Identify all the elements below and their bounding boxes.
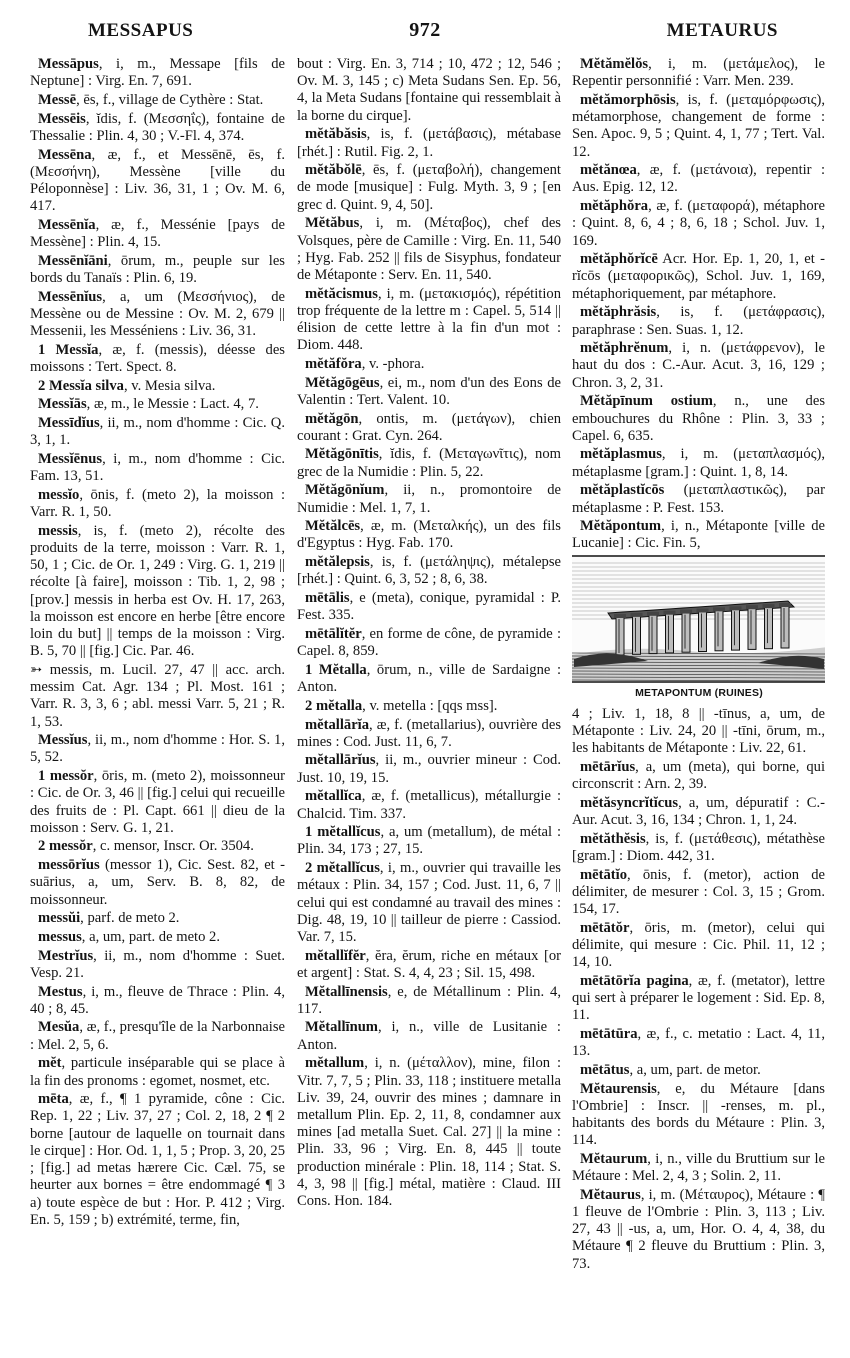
entry-definition: bout : Virg. En. 3, 714 ; 10, 472 ; 12, 546 ; Ov. M. 3, 145 ; c) Meta Sudans Sen. Ep. 56, 4, la Meta Sudans [fontaine qui ressemblait à la borne du cirque]. — [297, 56, 561, 124]
entry-definition: , æ, m. (Μεταλκής), un des fils d'Egyptus : Hyg. Fab. 170. — [297, 518, 561, 552]
column-left — [30, 56, 285, 1352]
entry-headword: Messē — [38, 91, 77, 108]
entry-definition: , æ, f. (μετάνοια), repentir : Aus. Epig. 12, 12. — [572, 162, 825, 196]
entry-headword: Messĭus — [38, 732, 88, 749]
dictionary-entry — [572, 973, 825, 1025]
entry-headword: mĕtăphŏra — [580, 198, 649, 215]
dictionary-entry — [30, 487, 285, 521]
entry-definition: , ii, m., nom d'homme : Cic. Q. 3, 1, 1. — [30, 415, 285, 449]
dictionary-entry — [297, 698, 561, 715]
entry-definition: (messor 1), Cic. Sest. 82, et -suārius, a, um, Serv. B. 8, 82, de moissonneur. — [30, 857, 285, 908]
entry-headword: mĕtallĭca — [305, 788, 362, 805]
dictionary-entry — [297, 1055, 561, 1210]
entry-definition: , ōris, m. (meto 2), moissonneur : Cic. de Or. 3, 46 || [fig.] celui qui recueille des fruits de : Pl. Capt. 661 || dieu de la moisson : Serv. G. 1, 21. — [30, 768, 285, 836]
entry-headword: Messēis — [38, 110, 86, 127]
dictionary-entry — [30, 948, 285, 982]
dictionary-entry — [572, 867, 825, 919]
entry-definition: , æ, f. (messis), déesse des moissons : Tert. Spect. 8. — [30, 341, 285, 375]
entry-headword: 2 messŏr — [38, 838, 93, 855]
entry-definition: , i, n., Métaponte [ville de Lucanie] : Cic. Fin. 5, — [572, 518, 825, 552]
entry-headword: mĕtallĭfĕr — [305, 947, 366, 964]
entry-definition: , ēs, f. (μεταβολή), changement de mode [musique] : Fulg. Myth. 3, 9 ; [en grec d. Quint. 9, 4, 50]. — [297, 162, 561, 213]
entry-definition: , v. Mesia silva. — [123, 377, 216, 394]
dictionary-entry — [30, 342, 285, 376]
dictionary-entry — [30, 910, 285, 927]
entry-headword: Mĕtaurum — [580, 1150, 648, 1167]
entry-definition: , a, um, part. de metor. — [629, 1061, 761, 1078]
dictionary-entry — [297, 554, 561, 588]
dictionary-entry — [297, 626, 561, 660]
dictionary-entry — [572, 393, 825, 445]
entry-headword: mĕtăthĕsis — [580, 830, 646, 847]
entry-definition: , æ, f., et Messēnē, ēs, f. (Μεσσήνη), Messène [ville du Péloponnèse] : Liv. 36, 31, 1 ; Ov. M. 6, 417. — [30, 146, 285, 215]
entry-headword: Messīdĭus — [38, 415, 100, 432]
dictionary-entry — [572, 1081, 825, 1150]
dictionary-entry — [572, 1187, 825, 1273]
dictionary-entry — [297, 286, 561, 355]
column-right — [572, 56, 825, 1352]
dictionary-entry — [30, 768, 285, 837]
entry-headword: mĕtăphŏrĭcē — [580, 251, 658, 268]
entry-definition: , ĭdis, f. (Μεσσηΐς), fontaine de Thessalie : Plin. 4, 30 ; V.-Fl. 4, 374. — [30, 110, 285, 144]
entry-definition: , i, n. (μέταλλον), mine, filon : Vitr. 7, 7, 5 ; Plin. 33, 118 ; instituere metalla Liv. 39, 24, ouvrir des mines ; damnare in metallum Plin. Ep. 2, 11, 8, condamner aux mines [ad metalla Suet. Cal. 27] || la mine : Plin. 33, 96 ; Virg. En. 8, 445 || toute production minérale : Plin. 18, 114 ; Stat. S. 4, 3, 98 || [fig.] métal, matière : Claud. III Cons. Hon. 184. — [297, 1055, 561, 1209]
dictionary-entry — [30, 1091, 285, 1229]
entry-definition: , i, m., Messape [fils de Neptune] : Virg. En. 7, 691. — [30, 56, 285, 90]
entry-definition: , ōrum, m., peuple sur les bords du Tanaïs : Plin. 6, 19. — [30, 252, 285, 286]
dictionary-entry — [572, 198, 825, 250]
dictionary-entry — [30, 56, 285, 90]
entry-headword: mĕtallārĭus — [305, 752, 376, 769]
dictionary-entry — [297, 662, 561, 696]
dictionary-entry — [30, 929, 285, 946]
dictionary-entry — [297, 56, 561, 125]
entry-definition: ➳ messis, m. Lucil. 27, 47 || acc. arch. messim Cat. Agr. 134 ; Pl. Most. 161 ; Varr. R. 3, 3, 6 ; abl. messi Varr. 5, 21 ; R. 1, 53. — [30, 661, 285, 730]
entry-definition: , ĕra, ĕrum, riche en métaux [or et argent] : Stat. S. 4, 4, 23 ; Sil. 15, 498. — [297, 947, 561, 981]
entry-headword: 1 Messĭa — [38, 341, 99, 358]
dictionary-entry — [572, 920, 825, 972]
entry-headword: Mĕtăpīnum ostium — [580, 393, 713, 410]
entry-definition: , ei, m., nom d'un des Eons de Valentin : Tert. Valent. 10. — [297, 374, 561, 408]
dictionary-entry — [297, 411, 561, 445]
entry-headword: Messĭās — [38, 396, 87, 413]
dictionary-entry — [297, 752, 561, 786]
entry-headword: messis — [38, 522, 78, 539]
entry-headword: 2 Messĭa silva — [38, 377, 124, 394]
dictionary-entry — [30, 662, 285, 731]
dictionary-entry — [297, 215, 561, 284]
entry-definition: , æ, f., c. metatio : Lact. 4, 11, 13. — [572, 1026, 825, 1060]
entry-definition: , a, um (metallum), de métal : Plin. 34, 173 ; 27, 15. — [297, 824, 561, 858]
entry-headword: Mĕtăgōnĭum — [305, 482, 385, 499]
dictionary-entry — [297, 356, 561, 373]
entry-headword: Mĕtămĕlŏs — [580, 56, 649, 72]
dictionary-entry — [30, 451, 285, 485]
entry-definition: , ēs, f., village de Cythère : Stat. — [76, 91, 264, 108]
dictionary-entry — [572, 1062, 825, 1079]
entry-headword: Mĕtăgōnītis — [305, 446, 379, 463]
entry-headword: Messēna — [38, 146, 92, 163]
dictionary-entry — [297, 824, 561, 858]
entry-headword: mētātōrĭa pagina — [580, 972, 689, 989]
entry-definition: , ontis, m. (μετάγων), chien courant : Grat. Cyn. 264. — [297, 410, 561, 444]
entry-definition: , is, f. (μετάβασις), métabase [rhét.] : Rutil. Fig. 2, 1. — [297, 126, 561, 160]
entry-headword: Mĕtăbus — [305, 215, 360, 232]
dictionary-entry — [30, 111, 285, 145]
entry-headword: mētārĭus — [580, 759, 636, 775]
entry-definition: , parf. de meto 2. — [80, 910, 180, 927]
entry-headword: mēta — [38, 1091, 69, 1108]
entry-headword: messōrĭus — [38, 857, 100, 874]
dictionary-entry — [572, 304, 825, 338]
entry-definition: , i, m., ouvrier qui travaille les métaux : Plin. 34, 157 ; Cod. Just. 11, 6, 7 || celui qui est condamné au travail des mines : Dig. 48, 19, 10 || tailleur de pierre : Cassiod. Var. 7, 15. — [297, 860, 561, 945]
entry-definition: , n., une des embouchures du Rhône : Plin. 3, 33 ; Capel. 6, 635. — [572, 393, 825, 444]
dictionary-entry — [30, 217, 285, 251]
entry-definition: , a, um (Μεσσήνιος), de Messène ou de Messine : Ov. M. 2, 679 || Messenii, les Messéniens : Liv. 36, 31. — [30, 288, 285, 340]
entry-definition: , is, f. (meto 2), récolte des produits de la terre, moisson : Varr. R. 1, 50, 1 ; Cic. de Or. 1, 249 : Virg. G. 1, 219 || récolte [à faire], moisson : Tib. 1, 2, 98 ; [prov.] messis in herba est Ov. H. 17, 263, la moisson est encore en herbe [être encore loin du but] || temps de la moisson : Virg. B. 5, 70 || [fig.] Cic. Par. 46. — [30, 522, 285, 660]
dictionary-entry — [30, 396, 285, 413]
entry-headword: mĕtăbăsis — [305, 126, 367, 143]
page-header — [30, 14, 820, 50]
metapontum-ruins-illustration — [572, 555, 825, 702]
entry-definition: , ōrum, n., ville de Sardaigne : Anton. — [297, 661, 561, 696]
dictionary-entry — [30, 289, 285, 341]
dictionary-entry — [572, 1026, 825, 1060]
entry-headword: mĕtăbŏlē — [305, 162, 362, 179]
entry-definition: , is, f. (μετάθεσις), métathèse [gram.] : Diom. 442, 31. — [572, 830, 825, 865]
temple-ruins-engraving — [572, 555, 825, 683]
column-middle — [297, 56, 561, 1352]
entry-headword: mĕtănœa — [580, 162, 637, 179]
entry-definition: , i, m., fleuve de Thrace : Plin. 4, 40 ; 8, 45. — [30, 983, 285, 1017]
entry-definition: , is, f. (μετάφρασις), paraphrase : Sen. Suas. 1, 12. — [572, 304, 825, 338]
dictionary-entry — [572, 518, 825, 552]
entry-headword: Mĕtăpontum — [580, 518, 662, 535]
dictionary-entry — [30, 984, 285, 1018]
dictionary-entry — [297, 518, 561, 552]
dictionary-entry — [30, 1055, 285, 1089]
entry-definition: , ĭdis, f. (Μεταγωνῖτις), nom grec de la Numidie : Plin. 5, 22. — [297, 446, 561, 480]
entry-headword: mētātūra — [580, 1026, 638, 1043]
entry-definition: , ii, m., nom d'homme : Hor. S. 1, 5, 52. — [30, 732, 285, 766]
entry-definition: , i, m. (Μέταυρος), Métaure : ¶ 1 fleuve de l'Ombrie : Plin. 3, 113 ; Liv. 27, 43 || -us, a, um, Hor. O. 4, 4, 38, du Métaure ¶ 2 fleuve du Bruttium : Plin. 3, 73. — [572, 1186, 825, 1272]
entry-definition: , æ, f. (metallarius), ouvrière des mines : Cod. Just. 11, 6, 7. — [297, 716, 561, 750]
entry-headword: mĕtăsyncrĭtĭcus — [580, 794, 679, 811]
dictionary-entry — [30, 857, 285, 909]
entry-definition: , æ, f., ¶ 1 pyramide, cône : Cic. Rep. 1, 22 ; Liv. 37, 27 ; Col. 2, 18, 2 ¶ 2 borne [autour de laquelle on tournait dans le cirque] : Hor. Od. 1, 1, 5 ; Prop. 3, 20, 25 ; [fig.] ad metas hærere Cic. Cæl. 75, se heurter aux bornes = être endommagé ¶ 3 a) toute espèce de but : Hor. P. 412 ; Virg. En. 5, 159 ; b) extrémité, terme, fin, — [30, 1091, 285, 1228]
entry-definition: , e (meta), conique, pyramidal : P. Fest. 335. — [297, 590, 561, 624]
dictionary-entry — [297, 375, 561, 409]
dictionary-entry — [297, 1019, 561, 1053]
dictionary-entry — [572, 446, 825, 480]
dictionary-entry — [30, 415, 285, 449]
dictionary-entry — [572, 92, 825, 161]
dictionary-entry — [30, 92, 285, 109]
dictionary-entry — [30, 147, 285, 216]
entry-definition: , v. -phora. — [361, 355, 425, 372]
entry-headword: Mesŭa — [38, 1019, 80, 1036]
entry-definition: , is, f. (μετάληψις), métalepse [rhét.] : Quint. 6, 3, 52 ; 8, 6, 38. — [297, 554, 561, 588]
dictionary-entry — [297, 446, 561, 480]
dictionary-entry — [572, 162, 825, 196]
dictionary-entry — [30, 253, 285, 287]
entry-definition: , e, du Métaure [dans l'Ombrie] : Inscr. || -renses, m. pl., habitants des bords du Métaure : Plin. 3, 114. — [572, 1080, 825, 1149]
entry-headword: mētātŏr — [580, 919, 630, 936]
entry-headword: mĕtăphrĕnum — [580, 340, 669, 357]
entry-definition: , æ, f. (metallicus), métallurgie : Chalcid. Tim. 337. — [297, 788, 561, 822]
entry-headword: mĕt — [38, 1055, 62, 1072]
entry-headword: mĕtăfŏra — [305, 355, 362, 372]
entry-headword: Mĕtallīnensis — [305, 983, 388, 1000]
entry-headword: 1 mĕtallĭcus — [305, 824, 381, 841]
dictionary-entry — [572, 251, 825, 303]
dictionary-entry — [572, 706, 825, 758]
entry-headword: mētālĭtĕr — [305, 626, 362, 642]
entry-definition: , v. metella : [qqs mss]. — [362, 697, 498, 714]
entry-headword: mĕtăplastĭcōs — [580, 482, 665, 499]
entry-definition: , i, m. (Μέταβος), chef des Volsques, père de Camille : Virg. En. 11, 540 ; Hyg. Fab. 252 || fils de Sisyphus, fondateur de Métaponte : Serv. En. 11, 540. — [297, 215, 561, 283]
entry-definition: , ii, m., nom d'homme : Suet. Vesp. 21. — [30, 947, 285, 981]
entry-definition: , i, m., nom d'homme : Cic. Fam. 13, 51. — [30, 450, 285, 485]
entry-headword: mĕtăcismus — [305, 285, 378, 302]
entry-definition: , a, um, part. de meto 2. — [81, 928, 220, 945]
entry-headword: messus — [38, 928, 82, 945]
entry-headword: Mestus — [38, 983, 83, 1000]
entry-definition: , en forme de cône, de pyramide : Capel. 8, 859. — [297, 626, 561, 660]
entry-headword: Mĕtallīnum — [305, 1019, 378, 1036]
entry-definition: , i, m. (μετακισμός), répétition trop fréquente de la lettre m : Capel. 5, 514 || élision de cette lettre à la fin d'un mot : Diom. 448. — [297, 285, 561, 354]
dictionary-entry — [572, 759, 825, 793]
dictionary-entry — [297, 948, 561, 982]
entry-headword: mĕtallārĭa — [305, 716, 370, 733]
entry-definition: , æ, f., Messénie [pays de Messène] : Plin. 4, 15. — [30, 216, 285, 251]
entry-definition: , æ, f. (metator), lettre qui sert à préparer le logement : Sid. Ep. 8, 11. — [572, 972, 825, 1024]
header-right-guideword: METAURUS — [666, 20, 778, 41]
entry-headword: mĕtălepsis — [305, 554, 370, 571]
dictionary-entry — [297, 717, 561, 751]
entry-definition: , æ, m., le Messie : Lact. 4, 7. — [86, 396, 259, 413]
dictionary-entry — [30, 1019, 285, 1053]
entry-definition: , æ, f., presqu'île de la Narbonnaise : Mel. 2, 5, 6. — [30, 1019, 285, 1053]
dictionary-entry — [572, 56, 825, 90]
entry-definition: , is, f. (μεταμόρφωσις), métamorphose, changement de forme : Sen. Apoc. 9, 5 ; Quint. 4, 1, 77 ; Tert. Val. 12. — [572, 91, 825, 160]
entry-definition: , i, n., ville de Lusitanie : Anton. — [297, 1019, 561, 1053]
dictionary-entry — [572, 831, 825, 865]
dictionary-entry — [572, 1151, 825, 1185]
header-left-guideword: MESSAPUS — [88, 20, 194, 41]
entry-headword: Messĭēnus — [38, 450, 103, 467]
dictionary-entry — [30, 523, 285, 661]
entry-headword: mĕtămorphōsis — [580, 91, 676, 108]
entry-headword: 2 mĕtalla — [305, 697, 363, 714]
entry-definition: , i, m. (μετάμελος), le Repentir personnifié : Varr. Men. 239. — [572, 56, 825, 90]
entry-headword: mētātĭo — [580, 866, 628, 883]
entry-headword: Mĕtaurensis — [580, 1080, 657, 1097]
entry-definition: , i, n., ville du Bruttium sur le Métaure : Mel. 2, 4, 3 ; Solin. 2, 11. — [572, 1150, 825, 1185]
dictionary-entry — [30, 732, 285, 766]
entry-definition: , i, n. (μετάφρενον), le haut du dos : C.-Aur. Acut. 3, 16, 129 ; Chron. 3, 2, 31. — [572, 340, 825, 391]
entry-headword: Messēnĭāni — [38, 252, 108, 269]
entry-headword: 2 mĕtallĭcus — [305, 860, 380, 877]
entry-definition: (μεταπλαστικῶς), par métaplasme : P. Fest. 153. — [572, 482, 825, 516]
entry-headword: mētālis — [305, 590, 350, 607]
page-number: 972 — [409, 19, 441, 41]
dictionary-entry — [572, 482, 825, 516]
entry-headword: Mĕtaurus — [580, 1186, 641, 1203]
entry-definition: , ōris, m. (metor), celui qui délimite, qui mesure : Cic. Phil. 11, 12 ; 14, 10. — [572, 919, 825, 971]
dictionary-entry — [297, 126, 561, 160]
entry-headword: mĕtăphrăsis — [580, 304, 657, 321]
entry-headword: mĕtallum — [305, 1055, 365, 1072]
entry-definition: , i, m. (μεταπλασμός), métaplasme [gram.] : Quint. 1, 8, 14. — [572, 446, 825, 480]
entry-headword: Mĕtăgōgēus — [305, 374, 380, 391]
entry-definition: , ii, m., ouvrier mineur : Cod. Just. 10, 19, 15. — [297, 752, 561, 786]
entry-definition: , ii, n., promontoire de Numidie : Mel. 1, 7, 1. — [297, 482, 561, 516]
dictionary-entry — [297, 860, 561, 946]
dictionary-entry — [30, 378, 285, 395]
entry-definition: 4 ; Liv. 1, 18, 8 || -tīnus, a, um, de Métaponte : Liv. 24, 20 || -tīni, ōrum, m., les habitants de Métaponte : Liv. 22, 61. — [572, 705, 825, 757]
figure-caption: METAPONTUM (RUINES) — [635, 686, 763, 699]
dictionary-entry — [297, 590, 561, 624]
entry-definition: , particule inséparable qui se place à la fin des pronoms : egomet, nosmet, etc. — [30, 1055, 285, 1089]
dictionary-entry — [297, 788, 561, 822]
dictionary-entry — [30, 838, 285, 855]
entry-definition: , ōnis, f. (meto 2), la moisson : Varr. R. 1, 50. — [30, 486, 285, 521]
entry-headword: mētātus — [580, 1061, 630, 1078]
entry-headword: mĕtăgōn — [305, 410, 359, 427]
dictionary-entry — [572, 795, 825, 829]
entry-definition: , a, um (meta), qui borne, qui circonscrit : Arn. 2, 39. — [572, 759, 825, 793]
entry-definition: , æ, f. (μεταφορά), métaphore : Quint. 8, 6, 4 ; 8, 6, 18 ; Schol. Juv. 1, 169. — [572, 198, 825, 249]
dictionary-entry — [297, 482, 561, 516]
entry-headword: messĭo — [38, 486, 80, 503]
dictionary-entry — [297, 984, 561, 1018]
entry-headword: 1 Mĕtalla — [305, 661, 367, 678]
entry-headword: mĕtăplasmus — [580, 446, 662, 463]
entry-headword: Mĕtălcēs — [305, 518, 361, 535]
entry-headword: Mestrĭus — [38, 947, 94, 964]
entry-definition: , e, de Métallinum : Plin. 4, 117. — [297, 983, 561, 1017]
entry-headword: Messēnĭa — [38, 216, 96, 233]
entry-definition: , ōnis, f. (metor), action de délimiter, de mesurer : Col. 3, 15 ; Grom. 154, 17. — [572, 866, 825, 918]
entry-headword: 1 messŏr — [38, 768, 94, 785]
entry-headword: messŭi — [38, 910, 81, 927]
entry-headword: Messēnĭus — [38, 288, 103, 305]
dictionary-entry — [297, 162, 561, 214]
entry-definition: , c. mensor, Inscr. Or. 3504. — [92, 838, 254, 855]
entry-definition: , a, um, dépuratif : C.-Aur. Acut. 3, 16, 134 ; Chron. 1, 1, 24. — [572, 794, 825, 829]
dictionary-entry — [572, 340, 825, 392]
entry-definition: Acr. Hor. Ep. 1, 20, 1, et -rĭcōs (μεταφορικῶς), Schol. Juv. 1, 169, métaphoriquement, par métaphore. — [572, 251, 825, 302]
entry-headword: Messāpus — [38, 56, 99, 72]
